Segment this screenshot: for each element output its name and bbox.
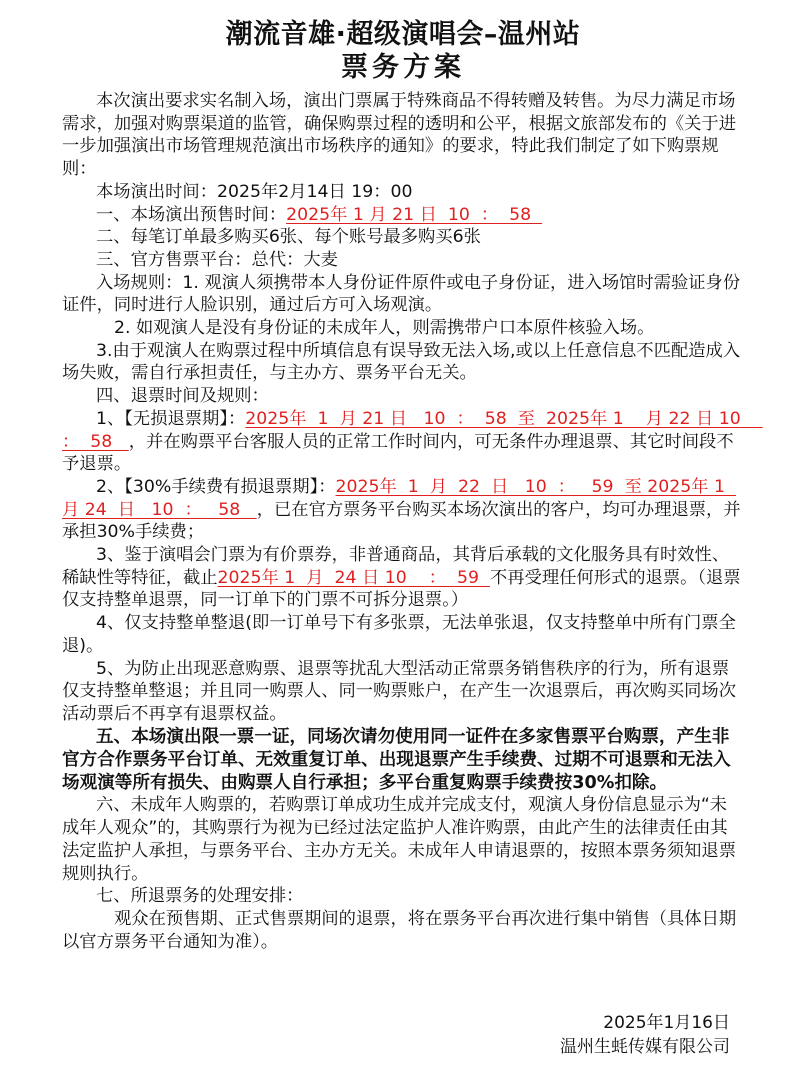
refund-rule-2-period: 2025年 1 月 22 日 10 ： 59 至 2025年 1 月 24 日 10 ： 58 — [62, 476, 736, 520]
entry-rule-1: 入场规则：1. 观演人须携带本人身份证件原件或电子身份证，进入场馆时需验证身份证件，同时进行人脸识别，通过后方可入场观演。 — [62, 272, 741, 316]
refund-deadline: 2025年 1 月 24 日 10 ： 59 — [217, 567, 491, 588]
page-title: 潮流音雄·超级演唱会–温州站 — [225, 19, 581, 50]
refund-rule-3-text: 3、鉴于演唱会门票为有价票券，非普通商品，其背后承载的文化服务具有时效性、稀缺性等特征，截止 — [62, 545, 730, 588]
presale-label: 一、本场演出预售时间： — [96, 204, 287, 225]
refund-rule-2-label: 2、【30%手续费有损退票期】： — [96, 476, 336, 497]
entry-rule-2: 2. 如观演人是没有身份证的未成年人，则需携带户口本原件核验入场。 — [114, 318, 655, 339]
refund-rule-1-text: ，并在购票平台客服人员的正常工作时间内，可无条件办理退票、其它时间段不予退票。 — [62, 431, 734, 475]
refund-heading: 四、退票时间及规则： — [96, 386, 269, 407]
refund-rule-3 — [62, 544, 744, 612]
page-subtitle: 票务方案 — [341, 52, 465, 83]
purchase-limit: 二、每笔订单最多购买6张、每个账号最多购买6张 — [96, 227, 481, 248]
presale-time: 2025年 1 月 21 日 10 ： 58 — [286, 204, 543, 225]
refund-handling-heading: 七、所退票务的处理安排： — [96, 886, 304, 907]
refund-rule-2-text: ，已在官方票务平台购买本场次演出的客户，均可办理退票，并承担30%手续费； — [62, 499, 741, 543]
minor-purchase-rule: 六、未成年人购票的，若购票订单成功生成并完成支付，观演人身份信息显示为“未成年人观众”的，其购票行为视为已经过法定监护人准许购票，由此产生的法律责任由其法定监护人承担，与票务平台、主办方无关。未成年人申请退票的，按照本票务须知退票规则执行。 — [62, 795, 736, 884]
refund-rule-1 — [62, 408, 763, 476]
issuer-company: 温州生蚝传媒有限公司 — [560, 1037, 730, 1057]
issue-date: 2025年1月16日 — [603, 1013, 730, 1033]
refund-rule-4: 4、仅支持整单整退(即一订单号下有多张票，无法单张退，仅支持整单中所有门票全退)。 — [62, 613, 736, 656]
refund-rule-1-period: 2025年 1 月 21 日 10 ： 58 至 2025年 1 月 22 日 10 ： 58 — [62, 408, 763, 452]
entry-rule-3: 3.由于观演人在购票过程中所填信息有误导致无法入场,或以上任意信息不匹配造成入场失败，需自行承担责任，与主办方、票务平台无关。 — [62, 340, 741, 384]
intro-paragraph: 本次演出要求实名制入场，演出门票属于特殊商品不得转赠及转售。为尽力满足市场需求，加强对购票渠道的监管，确保购票过程的透明和公平，根据文旅部发布的《关于进一步加强演出市场管理规范演出市场秩序的通知》的要求，特此我们制定了如下购票规则： — [62, 91, 736, 180]
refund-handling-text: 观众在预售期、正式售票期间的退票，将在票务平台再次进行集中销售（具体日期以官方票务平台通知为准）。 — [62, 908, 737, 952]
notice-body — [62, 90, 763, 953]
refund-rule-3-suffix: 不再受理任何形式的退票。（退票仅支持整单退票，同一订单下的门票不可拆分退票。） — [62, 567, 741, 611]
one-ticket-one-id-rule: 五、本场演出限一票一证，同场次请勿使用同一证件在多家售票平台购票，产生非官方合作票务平台订单、无效重复订单、出现退票产生手续费、过期不可退票和无法入场观演等所有损失、由购票人自行承担；多平台重复购票手续费按30%扣除。 — [62, 726, 731, 793]
presale-line — [62, 204, 744, 227]
refund-rule-1-label: 1、【无损退票期】： — [96, 408, 246, 429]
show-time: 本场演出时间：2025年2月14日 19：00 — [96, 181, 413, 202]
official-platform: 三、官方售票平台：总代：大麦 — [96, 249, 338, 270]
refund-rule-5: 5、为防止出现恶意购票、退票等扰乱大型活动正常票务销售秩序的行为，所有退票仅支持整单整退；并且同一购票人、同一购票账户，在产生一次退票后，再次购买同场次活动票后不再享有退票权益。 — [62, 658, 736, 724]
refund-rule-2 — [62, 476, 744, 544]
